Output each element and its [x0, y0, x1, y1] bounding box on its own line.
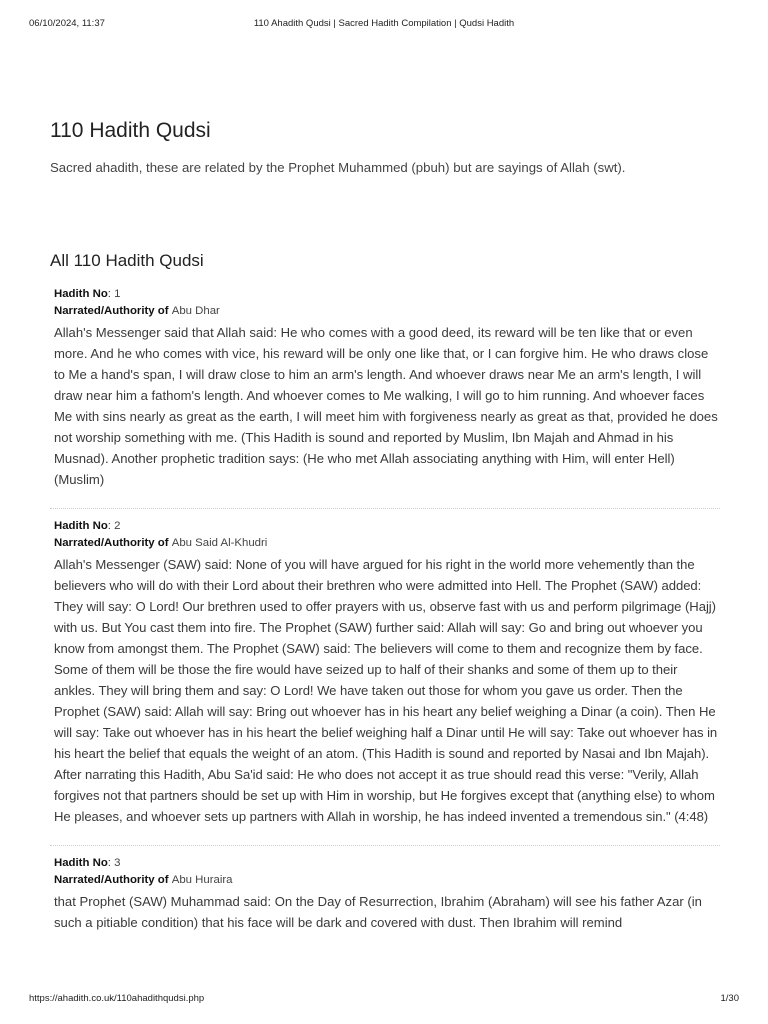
print-header — [29, 18, 739, 32]
hadith-number: 1 — [114, 288, 121, 300]
main-content — [50, 118, 722, 933]
hadith-narrator-line — [54, 872, 722, 889]
hadith-number: 3 — [114, 857, 121, 869]
print-doc-title: 110 Ahadith Qudsi | Sacred Hadith Compilation | Qudsi Hadith — [253, 18, 515, 29]
page-title: 110 Hadith Qudsi — [50, 119, 211, 142]
hadith-narrator: Abu Dhar — [171, 305, 220, 317]
hadith-text: that Prophet (SAW) Muhammad said: On the Day of Resurrection, Ibrahim (Abraham) will see his father Azar (in such a pitiable condition) that his face will be dark and covered with dust. Then Ibrahim will remind — [54, 894, 702, 930]
hadith-number-line: Hadith No: 2 — [54, 520, 121, 532]
section-title: All 110 Hadith Qudsi — [50, 251, 204, 270]
print-page-number: 1/30 — [720, 993, 739, 1004]
hadith-text: Allah's Messenger (SAW) said: None of you will have argued for his right in the world more vehemently than the believers who will do with their Lord about their brethren who were admitted into Hell. The Prophet (SAW) added: They will say: O Lord! Our brethren used to offer prayers with us, observe fast with us and perform pilgrimage (Hajj) with us. But You cast them into fire. The Prophet (SAW) further said: Allah will say: Go and bring out whoever you know from amongst them. The Prophet (SAW) said: The believers will come to them and recognize them by face. Some of them will be those the fire would have seized up to half of their shanks and some of them up to their ankles. They will bring them and say: O Lord! We have taken out those for whom you gave us order. Then the Prophet (SAW) said: Allah will say: Bring out whoever has in his heart any belief weighing a Dinar (a coin). Then He will say: Take out whoever has in his heart the belief weighing half a Dinar until He will say: Take out whoever has in his heart the belief that equals the weight of an atom. (This Hadith is sound and reported by Nasai and Ibn Majah). After narrating this Hadith, Abu Sa'id said: He who does not accept it as true should read this verse: "Verily, Allah forgives not that partners should be set up with Him in worship, but He forgives except that (anything else) to whom He pleases, and whoever sets up partners with Allah in worship, he has indeed invented a tremendous sin." (4:48) — [54, 557, 718, 824]
hadith-narrator-line — [54, 535, 722, 552]
hadith-number-label: Hadith No — [54, 520, 108, 532]
hadith-number-line: Hadith No: 1 — [54, 288, 121, 300]
hadith-narrator-line — [54, 303, 722, 320]
hadith-narrator: Abu Said Al-Khudri — [171, 537, 268, 549]
divider — [50, 508, 720, 509]
divider — [50, 845, 720, 846]
print-url: https://ahadith.co.uk/110ahadithqudsi.php — [29, 993, 205, 1004]
hadith-number-label: Hadith No — [54, 857, 108, 869]
print-footer — [29, 993, 739, 1007]
hadith-item — [50, 518, 722, 827]
hadith-item — [50, 286, 722, 490]
hadith-text: Allah's Messenger said that Allah said: He who comes with a good deed, its reward will be ten like that or even more. And he who comes with vice, his reward will be only one like that, or I can forgive him. He who draws close to Me a hand's span, I will draw close to him an arm's length. And whoever draws near Me an arm's length, I will draw near him a fathom's length. And whoever comes to Me walking, I will go to him running. And whoever faces Me with sins nearly as great as the earth, I will meet him with forgiveness nearly as great as that, provided he does not worship something with me. (This Hadith is sound and reported by Muslim, Ibn Majah and Ahmad in his Musnad). Another prophetic tradition says: (He who met Allah associating anything with Him, will enter Hell) (Muslim) — [54, 325, 718, 487]
narrator-label: Narrated/Authority of — [54, 537, 169, 549]
narrator-label: Narrated/Authority of — [54, 305, 169, 317]
hadith-number-label: Hadith No — [54, 288, 108, 300]
narrator-label: Narrated/Authority of — [54, 874, 169, 886]
hadith-item — [50, 855, 722, 933]
hadith-list — [50, 286, 722, 933]
print-datetime: 06/10/2024, 11:37 — [29, 18, 105, 29]
hadith-number: 2 — [114, 520, 121, 532]
hadith-narrator: Abu Huraira — [171, 874, 233, 886]
hadith-number-line: Hadith No: 3 — [54, 857, 121, 869]
page-subtitle: Sacred ahadith, these are related by the Prophet Muhammed (pbuh) but are sayings of Allah (swt). — [50, 160, 626, 175]
